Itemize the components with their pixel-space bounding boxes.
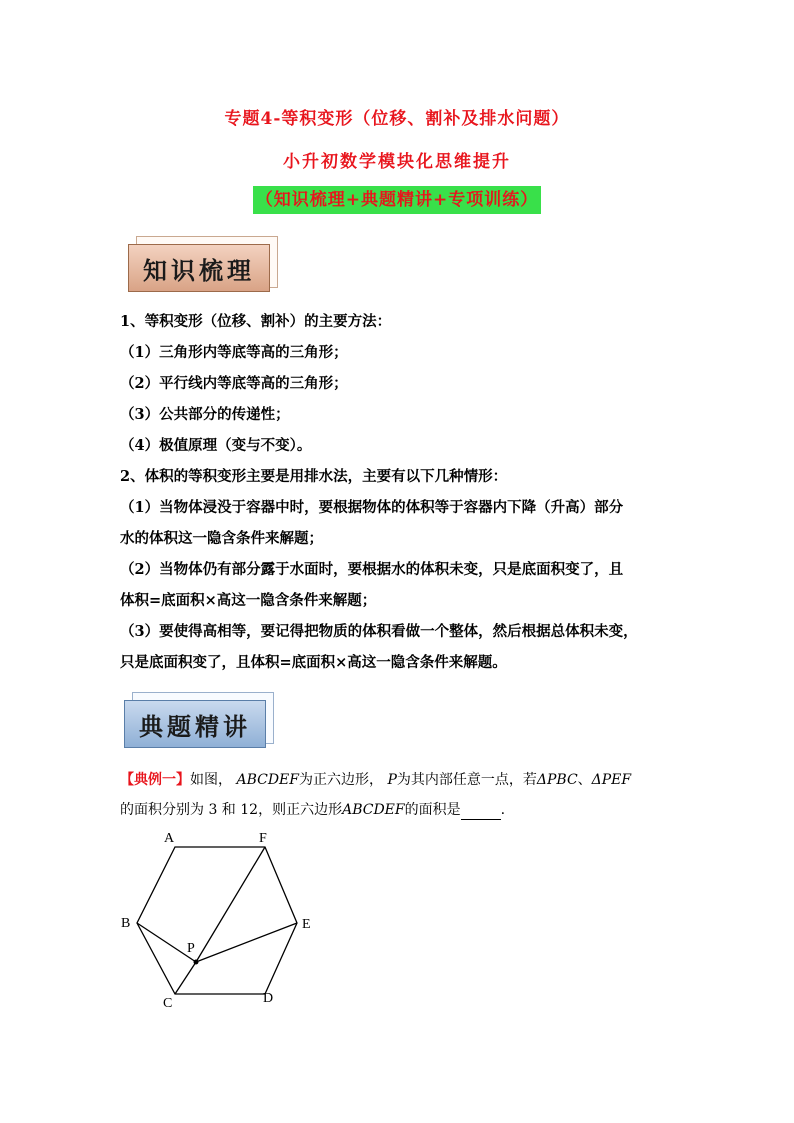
hexagon-shape <box>137 847 297 994</box>
example-text: 、 <box>577 772 592 788</box>
banner-title: 知识梳理 <box>128 244 270 292</box>
knowledge-line: （4）极值原理（变与不变）。 <box>120 437 312 454</box>
hexagon-figure <box>110 820 330 1010</box>
knowledge-line: （3）公共部分的传递性； <box>120 406 290 423</box>
example-text: 为其内部任意一点，若 <box>396 772 537 788</box>
point-p-dot <box>194 960 199 965</box>
section-banner-examples <box>124 692 274 746</box>
knowledge-line: （2）当物体仍有部分露于水面时，要根据水的体积未变，只是底面积变了，且 <box>120 561 624 578</box>
knowledge-line: （1）当物体浸没于容器中时，要根据物体的体积等于容器内下降（升高）部分 <box>120 499 624 516</box>
example-text: . <box>500 802 506 818</box>
answer-blank <box>461 805 501 820</box>
document-subtitle: 小升初数学模块化思维提升 <box>283 152 511 172</box>
example-text: 的面积是 <box>404 802 461 818</box>
knowledge-line: （1）三角形内等底等高的三角形； <box>120 344 348 361</box>
vertex-label-d: D <box>263 991 274 1006</box>
vertex-label-p: P <box>187 941 195 956</box>
example-line-2 <box>120 800 690 820</box>
math-triangle: ΔPEF <box>591 772 632 788</box>
knowledge-line: （3）要使得高相等，要记得把物质的体积看做一个整体，然后根据总体积未变， <box>120 623 638 640</box>
vertex-label-e: E <box>302 917 311 932</box>
example-text: 为正六边形， <box>298 772 383 788</box>
knowledge-line: （2）平行线内等底等高的三角形； <box>120 375 348 392</box>
math-triangle: ΔPBC <box>536 772 578 788</box>
math-hexagon: ABCDEF <box>236 772 299 788</box>
knowledge-line: 体积=底面积×高这一隐含条件来解题； <box>120 592 377 609</box>
title-tag-wrapper <box>0 186 794 214</box>
title-tag: （知识梳理+典题精讲+专项训练） <box>253 186 542 214</box>
example-text: 如图， <box>190 772 232 788</box>
math-hexagon: ABCDEF <box>342 802 405 818</box>
example-line-1 <box>120 770 690 790</box>
document-title: 专题4-等积变形（位移、割补及排水问题） <box>224 109 570 129</box>
math-point: P <box>387 772 397 788</box>
vertex-label-c: C <box>163 996 173 1010</box>
knowledge-line: 2、体积的等积变形主要是用排水法，主要有以下几种情形： <box>120 468 508 485</box>
vertex-label-f: F <box>259 831 267 846</box>
knowledge-line: 1、等积变形（位移、割补）的主要方法： <box>120 313 392 330</box>
segment-pc <box>175 962 196 994</box>
vertex-label-b: B <box>121 916 131 931</box>
banner-title: 典题精讲 <box>124 700 266 748</box>
vertex-label-a: A <box>164 831 175 846</box>
section-banner-knowledge <box>128 236 278 290</box>
knowledge-line: 只是底面积变了，且体积=底面积×高这一隐含条件来解题。 <box>120 654 507 671</box>
knowledge-line: 水的体积这一隐含条件来解题； <box>120 530 323 547</box>
example-text: 的面积分别为 3 和 12，则正六边形 <box>120 802 343 818</box>
segment-pf <box>196 847 265 962</box>
example-tag: 【典例一】 <box>120 772 190 788</box>
